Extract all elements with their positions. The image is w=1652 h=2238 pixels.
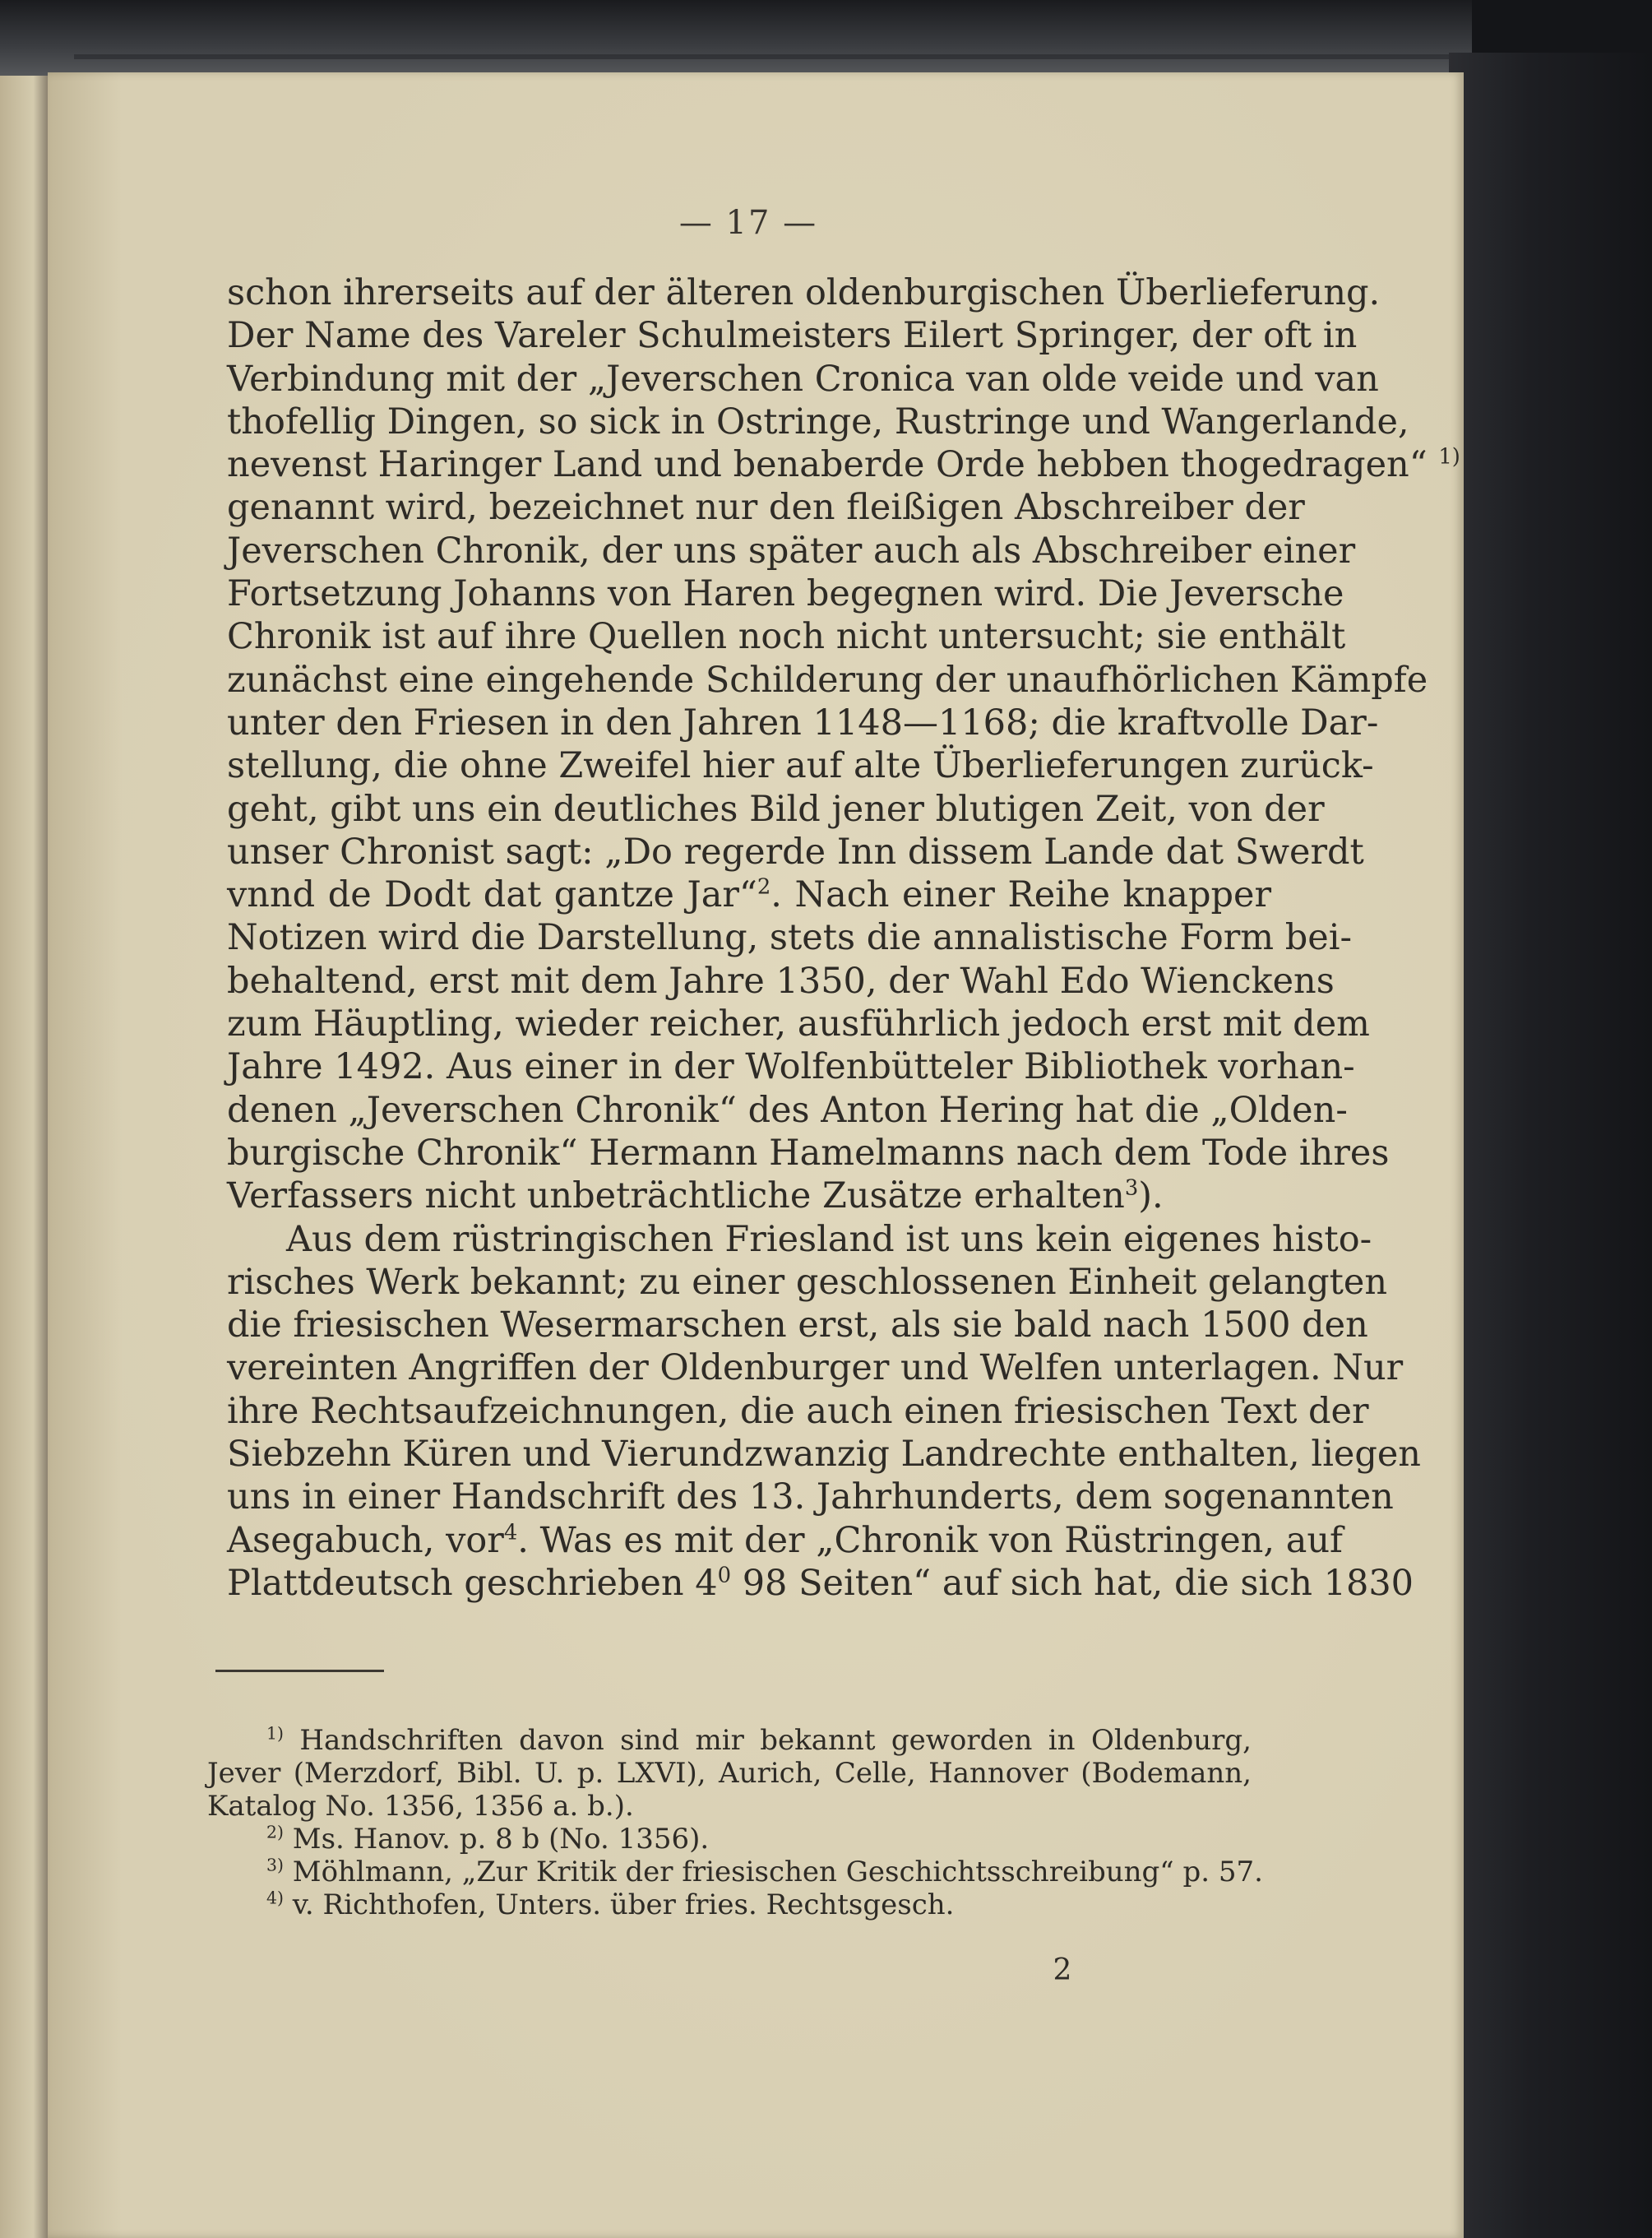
book-cover-board [1449, 53, 1652, 2238]
text-line: unter den Friesen in den Jahren 1148—1168; die kraftvolle Dar- [227, 702, 1379, 744]
text-line: unser Chronist sagt: „Do regerde Inn dissem Lande dat Swerdt [227, 831, 1364, 873]
text-line: denen „Jeverschen Chronik“ des Anton Hering hat die „Olden- [227, 1089, 1348, 1131]
text-line: Verbindung mit der „Jeverschen Cronica van olde veide und van [227, 358, 1379, 400]
body-text [227, 271, 1460, 1605]
text-line: ihre Rechtsaufzeichnungen, die auch einen friesischen Text der [227, 1390, 1369, 1432]
footnote-ref: 1) [1438, 444, 1460, 470]
footnote-ref: 3 [1124, 1175, 1139, 1201]
text-line: genannt wird, bezeichnet nur den fleißigen Abschreiber der [227, 487, 1305, 529]
footnote-ref: 2 [757, 874, 771, 900]
text-line: Chronik ist auf ihre Quellen noch nicht untersucht; sie enthält [227, 616, 1346, 658]
text-line: zunächst eine eingehende Schilderung der unaufhörlichen Kämpfe [227, 659, 1428, 701]
footnote-line: $^{1)}$ Handschriften davon sind mir bekannt geworden in Oldenburg, [266, 1723, 1252, 1757]
text-line: Notizen wird die Darstellung, stets die annalistische Form bei- [227, 917, 1352, 959]
footnote-line: Jever (Merzdorf, Bibl. U. p. LXVI), Aurich, Celle, Hannover (Bodemann, [207, 1757, 1252, 1790]
footnote-mark: 2) [266, 1822, 284, 1842]
degree-mark: 0 [717, 1563, 732, 1588]
text-line: Asegabuch, vor$^4$. Was es mit der „Chronik von Rüstringen, auf [227, 1519, 1343, 1561]
text-line: schon ihrerseits auf der älteren oldenburgischen Überlieferung. [227, 272, 1381, 313]
footnote-ref: 4 [503, 1520, 518, 1545]
footnote-mark: 3) [266, 1855, 284, 1875]
footnote-line: $^{2)}$ Ms. Hanov. p. 8 b (No. 1356). [266, 1822, 710, 1856]
scan-top-edge [0, 0, 1472, 76]
text-line: Jahre 1492. Aus einer in der Wolfenbütteler Bibliothek vorhan- [227, 1046, 1355, 1088]
text-line: risches Werk bekannt; zu einer geschlossenen Einheit gelangten [227, 1261, 1388, 1303]
text-line: Verfassers nicht unbeträchtliche Zusätze erhalten$^3$). [227, 1175, 1164, 1217]
text-line: Jeverschen Chronik, der uns später auch als Abschreiber einer [227, 530, 1356, 572]
text-line: behaltend, erst mit dem Jahre 1350, der Wahl Edo Wienckens [227, 960, 1335, 1002]
text-line: vnnd de Dodt dat gantze Jar“$^2$. Nach einer Reihe knapper [227, 874, 1271, 916]
footnote-mark: 4) [266, 1888, 284, 1908]
text-line: Der Name des Vareler Schulmeisters Eilert Springer, der oft in [227, 315, 1358, 357]
text-line: nevenst Haringer Land und benaberde Orde hebben thogedragen“ $^{1)}$ [227, 444, 1460, 486]
text-line: Siebzehn Küren und Vierundzwanzig Landrechte enthalten, liegen [227, 1434, 1421, 1476]
text-line: Aus dem rüstringischen Friesland ist uns kein eigenes histo- [286, 1218, 1372, 1260]
text-line: stellung, die ohne Zweifel hier auf alte Überlieferungen zurück- [227, 745, 1374, 787]
text-line: zum Häuptling, wieder reicher, ausführlich jedoch erst mit dem [227, 1003, 1370, 1045]
binding-edge [74, 54, 1464, 59]
text-line: uns in einer Handschrift des 13. Jahrhunderts, dem sogenannten [227, 1476, 1394, 1518]
text-line: Fortsetzung Johanns von Haren begegnen wird. Die Jeversche [227, 573, 1344, 615]
footnote-mark: 1) [266, 1723, 284, 1744]
footnote-line: $^{3)}$ Möhlmann, „Zur Kritik der friesischen Geschichtsschreibung“ p. 57. [266, 1855, 1263, 1888]
book-gutter [0, 0, 48, 2238]
footnote-line: $^{4)}$ v. Richthofen, Unters. über fries. Rechtsgesch. [266, 1888, 955, 1921]
page-number-header: — 17 — [678, 204, 818, 242]
text-line: Plattdeutsch geschrieben $4^0$ 98 Seiten“ auf sich hat, die sich 1830 [227, 1562, 1414, 1604]
footnote-rule [215, 1670, 384, 1672]
footnote-line: Katalog No. 1356, 1356 a. b.). [207, 1790, 634, 1823]
text-line: geht, gibt uns ein deutliches Bild jener blutigen Zeit, von der [227, 788, 1325, 830]
signature-mark: 2 [1053, 1953, 1072, 1987]
text-line: die friesischen Wesermarschen erst, als sie bald nach 1500 den [227, 1304, 1368, 1346]
footnotes [207, 1723, 1263, 1921]
text-line: thofellig Dingen, so sick in Ostringe, Rustringe und Wangerlande, [227, 401, 1409, 443]
text-line: burgische Chronik“ Hermann Hamelmanns nach dem Tode ihres [227, 1132, 1390, 1174]
text-line: vereinten Angriffen der Oldenburger und Welfen unterlagen. Nur [227, 1347, 1404, 1389]
